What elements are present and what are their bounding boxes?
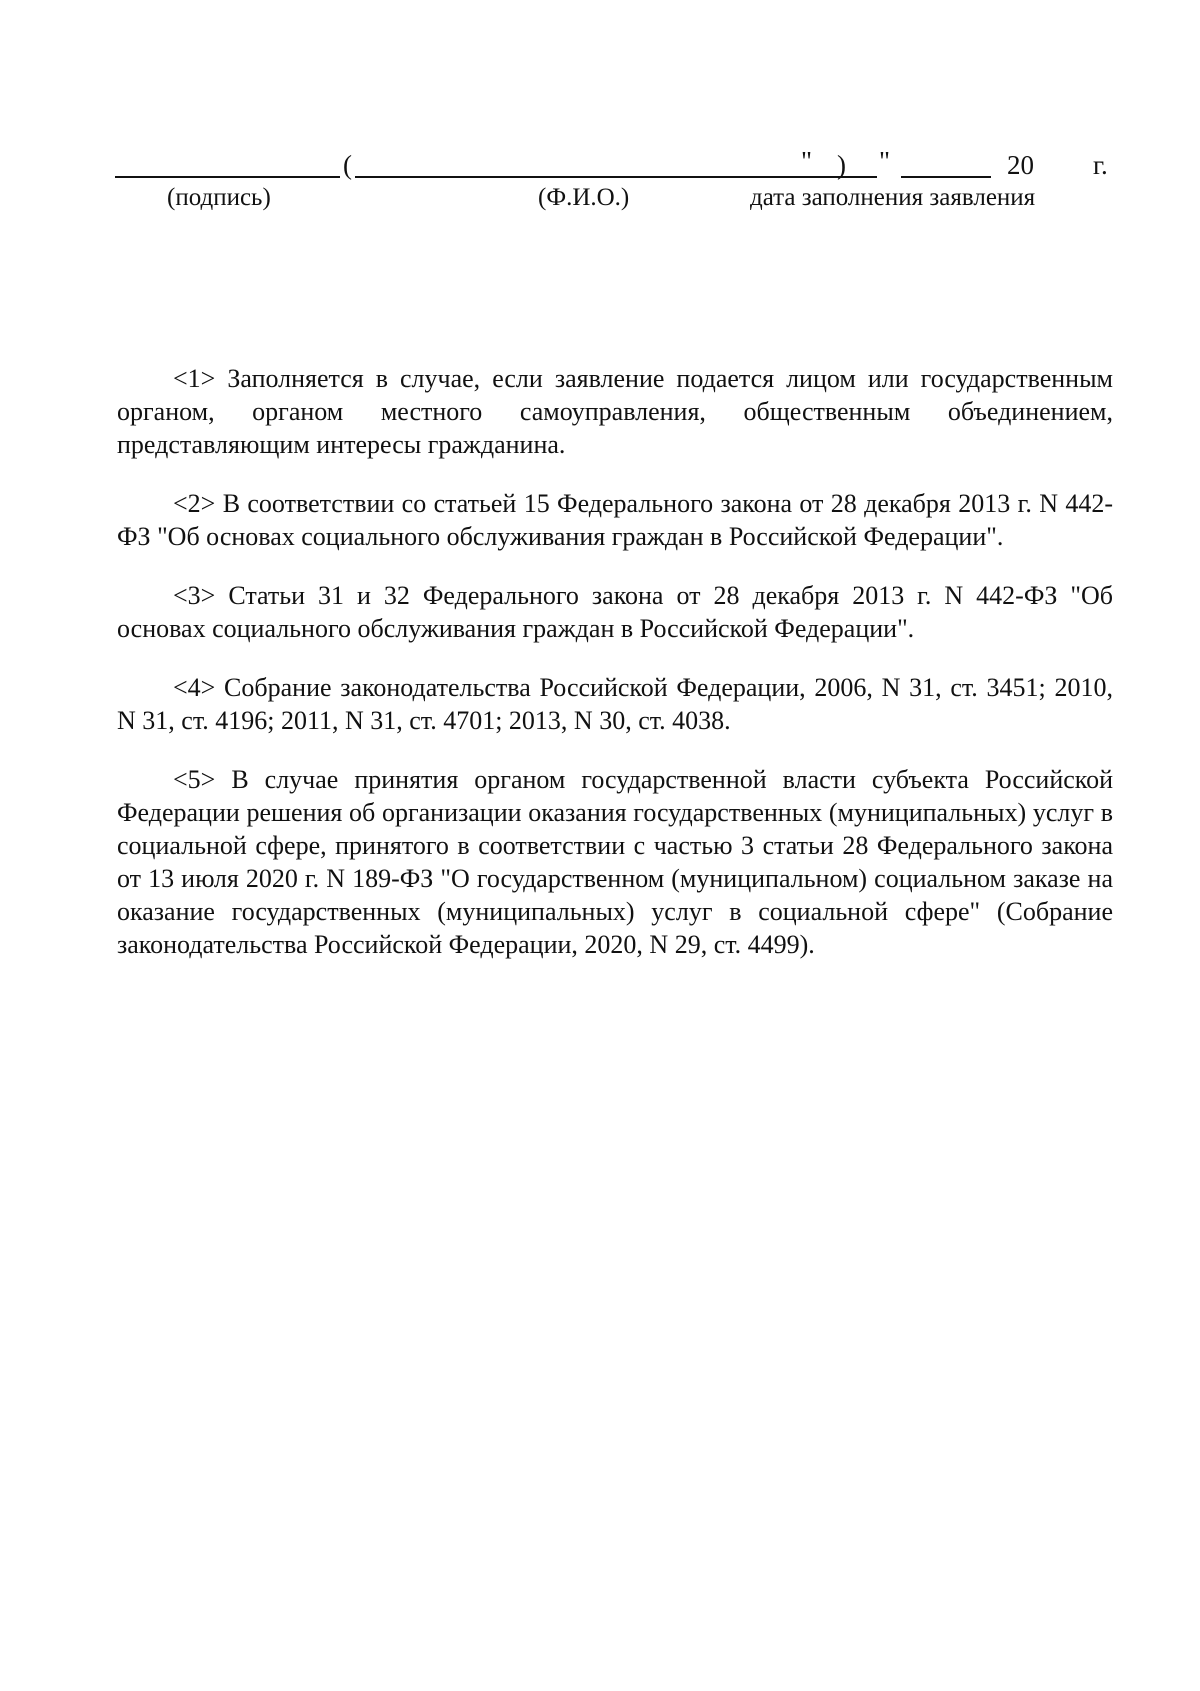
day-quote-close: " [879, 146, 891, 176]
footnote-4 [117, 671, 1113, 737]
month-blank-line [901, 150, 991, 178]
day-quote-open: " [801, 146, 813, 176]
caption-fio: (Ф.И.О.) [538, 184, 630, 211]
footnote-text: <4> Собрание законодательства Российской Федерации, 2006, N 31, ст. 3451; 2010, N 31, ст. 4196; 2011, N 31, ст. 4701; 2013, N 30, ст. 4038. [117, 673, 1113, 735]
fio-close-paren: ) [837, 150, 846, 180]
footnote-3 [117, 579, 1113, 645]
year-prefix: 20 [1007, 150, 1034, 180]
footnote-text: <2> В соответствии со статьей 15 Федерального закона от 28 декабря 2013 г. N 442-ФЗ "Об основах социального обслуживания граждан в Российской Федерации". [117, 489, 1113, 551]
fio-open-paren: ( [343, 150, 352, 180]
footnote-2 [117, 487, 1113, 553]
footnote-text: <1> Заполняется в случае, если заявление подается лицом или государственным органом, органом местного самоуправления, общественным объединением, представляющим интересы гражданина. [117, 364, 1113, 459]
day-blank-line [815, 150, 877, 178]
footnote-text: <5> В случае принятия органом государственной власти субъекта Российской Федерации решения об организации оказания государственных (муниципальных) услуг в социальной сфере, принятого в соответствии с частью 3 статьи 28 Федерального закона от 13 июля 2020 г. N 189-ФЗ "О государственном (муниципальном) социальном заказе на оказание государственных (муниципальных) услуг в социальной сфере" (Собрание законодательства Российской Федерации, 2020, N 29, ст. 4499). [117, 765, 1113, 959]
fio-blank-line [355, 150, 835, 178]
footnote-1 [117, 362, 1113, 461]
caption-signature: (подпись) [167, 184, 271, 211]
signature-blank-line [115, 150, 340, 178]
caption-date: дата заполнения заявления [750, 184, 1036, 211]
footnote-5 [117, 763, 1113, 961]
footnote-text: <3> Статьи 31 и 32 Федерального закона от 28 декабря 2013 г. N 442-ФЗ "Об основах социального обслуживания граждан в Российской Федерации". [117, 581, 1113, 643]
footnotes [117, 362, 1113, 987]
year-suffix: г. [1093, 150, 1108, 180]
